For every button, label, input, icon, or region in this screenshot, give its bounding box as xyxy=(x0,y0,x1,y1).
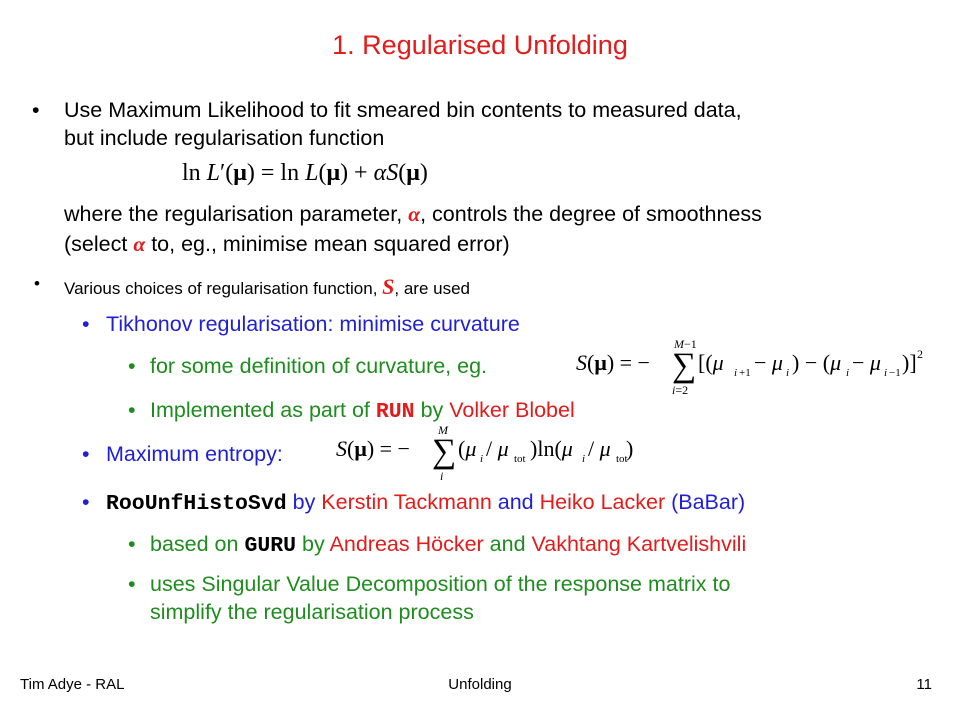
bullet1-line4: (select α to, eg., minimise mean squared error) xyxy=(64,232,510,256)
bullet-marker: • xyxy=(82,312,90,336)
svg-text:−1: −1 xyxy=(684,337,697,351)
svg-text:(μ: (μ xyxy=(458,436,477,461)
bullet-marker: • xyxy=(82,442,90,466)
svg-text:S(μ) = −: S(μ) = − xyxy=(576,350,650,375)
svg-text:−1: −1 xyxy=(889,367,901,379)
maxent-label: Maximum entropy: xyxy=(106,442,283,466)
bullet2-text: Various choices of regularisation function, S, are used xyxy=(64,274,470,299)
svg-text:2: 2 xyxy=(917,347,923,361)
svg-text:i: i xyxy=(480,453,484,465)
svg-text:) − (μ: ) − (μ xyxy=(792,350,842,375)
svg-text:): ) xyxy=(626,436,634,461)
svg-text:M: M xyxy=(674,337,684,351)
slide-title: 1. Regularised Unfolding xyxy=(332,30,628,60)
svg-text:− μ: − μ xyxy=(852,350,881,375)
svg-text:tot: tot xyxy=(616,453,628,465)
svg-text:M: M xyxy=(438,423,448,437)
svg-text:∑: ∑ xyxy=(432,433,457,470)
svg-text:S(μ) = −: S(μ) = − xyxy=(336,436,410,461)
svd-sub1: based on GURU by Andreas Höcker and Vakhtang Kartvelishvili xyxy=(150,532,747,558)
bullet1-line2: but include regularisation function xyxy=(64,126,385,150)
svg-text:tot: tot xyxy=(514,453,526,465)
svg-text:[(μ: [(μ xyxy=(698,350,724,375)
bullet1-line3: where the regularisation parameter, α, controls the degree of smoothness xyxy=(64,202,762,226)
bullet1-line1: Use Maximum Likelihood to fit smeared bin contents to measured data, xyxy=(64,98,742,122)
likelihood-formula: ln L′(μ) = ln L(μ) + αS(μ) xyxy=(182,160,428,186)
svg-text:i: i xyxy=(440,469,444,483)
svg-text:i=2: i=2 xyxy=(672,383,689,397)
svg-text:i: i xyxy=(734,367,738,379)
tikhonov-sub2: Implemented as part of RUN by Volker Blobel xyxy=(150,398,575,424)
bullet-marker: • xyxy=(128,354,136,378)
tikhonov-label: Tikhonov regularisation: minimise curvature xyxy=(106,312,520,336)
svg-text:i: i xyxy=(846,367,850,379)
svg-text:/ μ: / μ xyxy=(588,436,611,461)
svd-sub2-line2: simplify the regularisation process xyxy=(150,600,474,624)
svg-text:i: i xyxy=(582,453,586,465)
svg-text:i: i xyxy=(786,367,790,379)
svg-text:∑: ∑ xyxy=(672,347,697,384)
svg-text:/ μ: / μ xyxy=(486,436,509,461)
svd-sub2-line1: uses Singular Value Decomposition of the response matrix to xyxy=(150,572,731,596)
svg-text:+1: +1 xyxy=(739,367,751,379)
bullet-marker: • xyxy=(32,98,40,122)
page-number: 11 xyxy=(916,676,932,693)
footer-title: Unfolding xyxy=(448,676,512,693)
svg-text:)]: )] xyxy=(902,350,917,375)
tikhonov-sub1: for some definition of curvature, eg. xyxy=(150,354,488,378)
svg-text:)ln(μ: )ln(μ xyxy=(530,436,573,461)
bullet-marker: • xyxy=(128,572,136,596)
footer-author: Tim Adye - RAL xyxy=(20,676,125,693)
bullet-marker: • xyxy=(82,490,90,514)
bullet-marker: • xyxy=(128,532,136,556)
entropy-formula xyxy=(334,422,634,484)
bullet-marker: • xyxy=(128,398,136,422)
svg-text:i: i xyxy=(884,367,888,379)
svg-text:− μ: − μ xyxy=(754,350,783,375)
curvature-formula xyxy=(574,336,924,398)
svd-label: RooUnfHistoSvd by Kerstin Tackmann and Heiko Lacker (BaBar) xyxy=(106,490,746,516)
bullet-marker: • xyxy=(34,274,40,293)
